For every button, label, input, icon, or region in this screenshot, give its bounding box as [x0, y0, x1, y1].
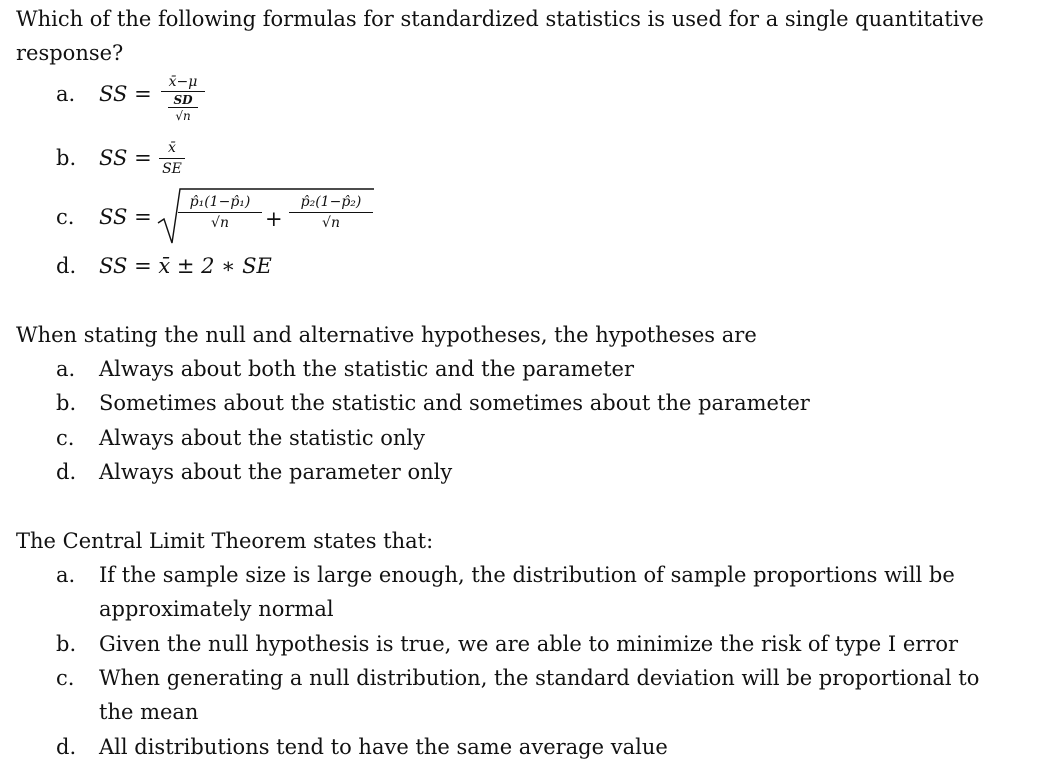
question-1-option-b [56, 141, 1046, 185]
option-c-term2 [289, 192, 373, 233]
question-3-prompt: The Central Limit Theorem states that: [16, 529, 434, 553]
option-a-fraction [161, 73, 205, 124]
question-1-prompt-line2: response? [16, 41, 124, 65]
option-c-plus: + [265, 207, 283, 231]
option-letter: c. [56, 205, 75, 229]
option-letter: c. [56, 666, 75, 690]
option-letter: b. [56, 391, 77, 415]
option-text-line1: When generating a null distribution, the standard deviation will be proportional to [99, 666, 980, 690]
question-1-prompt-line1: Which of the following formulas for standardized statistics is used for a single quantitative [16, 7, 984, 31]
option-letter: a. [56, 357, 76, 381]
option-letter: c. [56, 426, 75, 450]
option-letter: d. [56, 460, 77, 484]
option-text: Always about the statistic only [99, 426, 426, 450]
option-b-denominator: SE [162, 161, 182, 177]
question-3-option-a [56, 558, 1046, 626]
option-text-line2: approximately normal [99, 597, 334, 621]
option-b-numerator: x̄ [159, 138, 185, 159]
question-1-option-a [56, 74, 1046, 137]
question-2-prompt: When stating the null and alternative hypotheses, the hypotheses are [16, 323, 757, 347]
option-a-lhs: SS = [99, 82, 152, 106]
option-a-sd: SD [168, 93, 198, 108]
option-c-term2-numerator: p̂₂(1−p̂₂) [289, 192, 373, 213]
question-3-option-c [56, 661, 1046, 729]
option-letter: a. [56, 82, 76, 106]
option-text: Given the null hypothesis is true, we are able to minimize the risk of type I error [99, 632, 959, 656]
option-letter: d. [56, 735, 77, 759]
question-1-option-d [56, 249, 1046, 283]
option-letter: b. [56, 632, 77, 656]
option-text: Always about both the statistic and the parameter [99, 357, 634, 381]
option-d-expression: SS = x̄ ± 2 ∗ SE [99, 254, 272, 278]
option-c-term1-denominator: √n [211, 215, 229, 231]
option-a-sqrt-n: √n [175, 109, 191, 123]
option-c-term1-numerator: p̂₁(1−p̂₁) [178, 192, 262, 213]
option-b-fraction [159, 138, 185, 179]
option-text-line1: If the sample size is large enough, the distribution of sample proportions will be [99, 563, 955, 587]
option-a-numerator: x̄−μ [161, 73, 205, 92]
option-c-term2-denominator: √n [322, 215, 340, 231]
option-c-lhs: SS = [99, 205, 152, 229]
option-letter: b. [56, 146, 77, 170]
option-text: All distributions tend to have the same average value [99, 735, 668, 759]
question-1-prompt [16, 2, 1046, 70]
question-1-option-c [56, 194, 1046, 250]
option-c-term1 [178, 192, 262, 233]
option-letter: d. [56, 254, 77, 278]
option-letter: a. [56, 563, 76, 587]
option-text: Always about the parameter only [99, 460, 453, 484]
option-text: Sometimes about the statistic and sometimes about the parameter [99, 391, 810, 415]
option-b-lhs: SS = [99, 146, 152, 170]
option-text-line2: the mean [99, 700, 199, 724]
